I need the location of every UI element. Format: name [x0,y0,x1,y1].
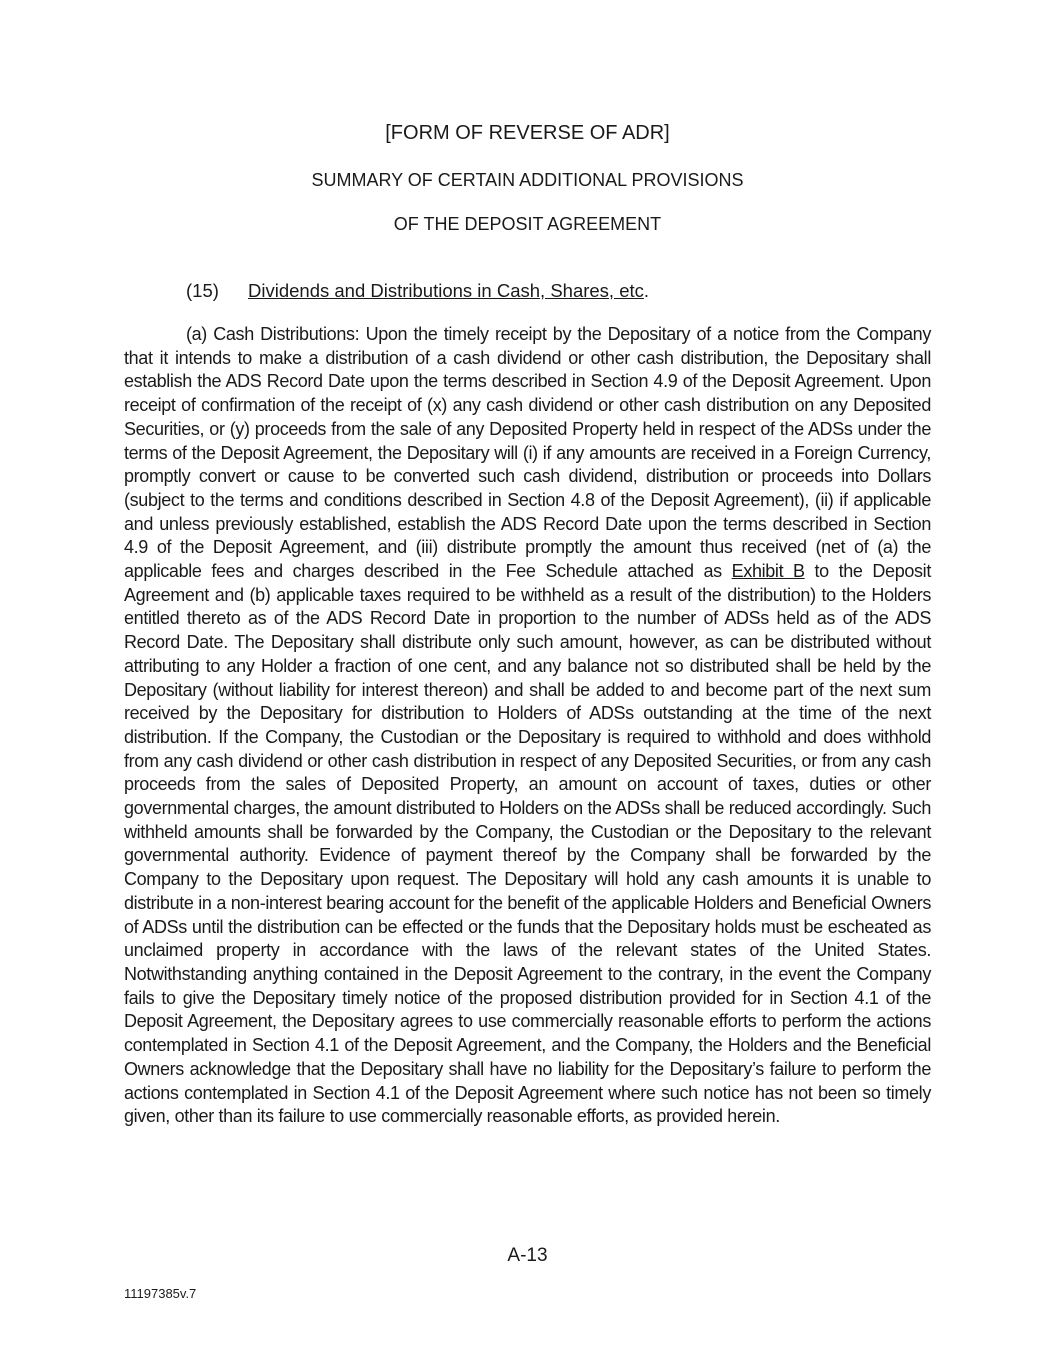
agreement-title: OF THE DEPOSIT AGREEMENT [393,214,662,234]
document-id: 11197385v.7 [124,1286,197,1301]
summary-title: SUMMARY OF CERTAIN ADDITIONAL PROVISIONS [311,170,744,190]
section-title-period: . [643,280,650,301]
section-number: (15) [186,280,219,301]
section-heading [186,280,649,302]
exhibit-b-reference: Exhibit B [731,561,805,582]
paragraph-text-part-2: to the Deposit Agreement and (b) applicable taxes required to be withheld as a result of the distribution) to the Holders entitled thereto as of the ADS Record Date in proportion to the number of ADSs held as of the ADS Record Date. The Depositary shall distribute only such amount, however, as can be distributed without attributing to any Holder a fraction of one cent, and any balance not so distributed shall be held by the Depositary (without liability for interest thereon) and shall be added to and become part of the next sum received by the Depositary for distribution to Holders of ADSs outstanding at the time of the next distribution. If the Company, the Custodian or the Depositary is required to withhold and does withhold from any cash dividend or other cash distribution in respect of any Deposited Securities, or from any cash proceeds from the sales of Deposited Property, an amount on account of taxes, duties or other governmental charges, the amount distributed to Holders on the ADSs shall be reduced accordingly. Such withheld amounts shall be forwarded by the Company, the Custodian or the Depositary to the relevant governmental authority. Evidence of payment thereof by the Company shall be forwarded by the Company to the Depositary upon request. The Depositary will hold any cash amounts it is unable to distribute in a non-interest bearing account for the benefit of the applicable Holders and Beneficial Owners of ADSs until the distribution can be effected or the funds that the Depositary holds must be escheated as unclaimed property in accordance with the laws of the relevant states of the United States. Notwithstanding anything contained in the Deposit Agreement to the contrary, in the event the Company fails to give the Depositary timely notice of the proposed distribution provided for in Section 4.1 of the Deposit Agreement, the Depositary agrees to use commercially reasonable efforts to perform the actions contemplated in Section 4.1 of the Deposit Agreement, and the Company, the Holders and the Beneficial Owners acknowledge that the Depositary shall have no liability for the Depositary’s failure to perform the actions contemplated in Section 4.1 of the Deposit Agreement where such notice has not been so timely given, other than its failure to use commercially reasonable efforts, as provided herein. [124,561,931,1127]
paragraph-text-part-1: (a) Cash Distributions: Upon the timely receipt by the Depositary of a notice from the Company that it intends to make a distribution of a cash dividend or other cash distribution, the Depositary shall establish the ADS Record Date upon the terms described in Section 4.9 of the Deposit Agreement. Upon receipt of confirmation of the receipt of (x) any cash dividend or other cash distribution on any Deposited Securities, or (y) proceeds from the sale of any Deposited Property held in respect of the ADSs under the terms of the Deposit Agreement, the Depositary will (i) if any amounts are received in a Foreign Currency, promptly convert or cause to be converted such cash dividend, distribution or proceeds into Dollars (subject to the terms and conditions described in Section 4.8 of the Deposit Agreement), (ii) if applicable and unless previously established, establish the ADS Record Date upon the terms described in Section 4.9 of the Deposit Agreement, and (iii) distribute promptly the amount thus received (net of (a) the applicable fees and charges described in the Fee Schedule attached as [124,324,931,582]
form-title: [FORM OF REVERSE OF ADR] [385,122,670,144]
page-number: A-13 [507,1245,548,1266]
cash-distributions-paragraph [124,323,931,1129]
section-title: Dividends and Distributions in Cash, Shares, etc [248,280,644,301]
